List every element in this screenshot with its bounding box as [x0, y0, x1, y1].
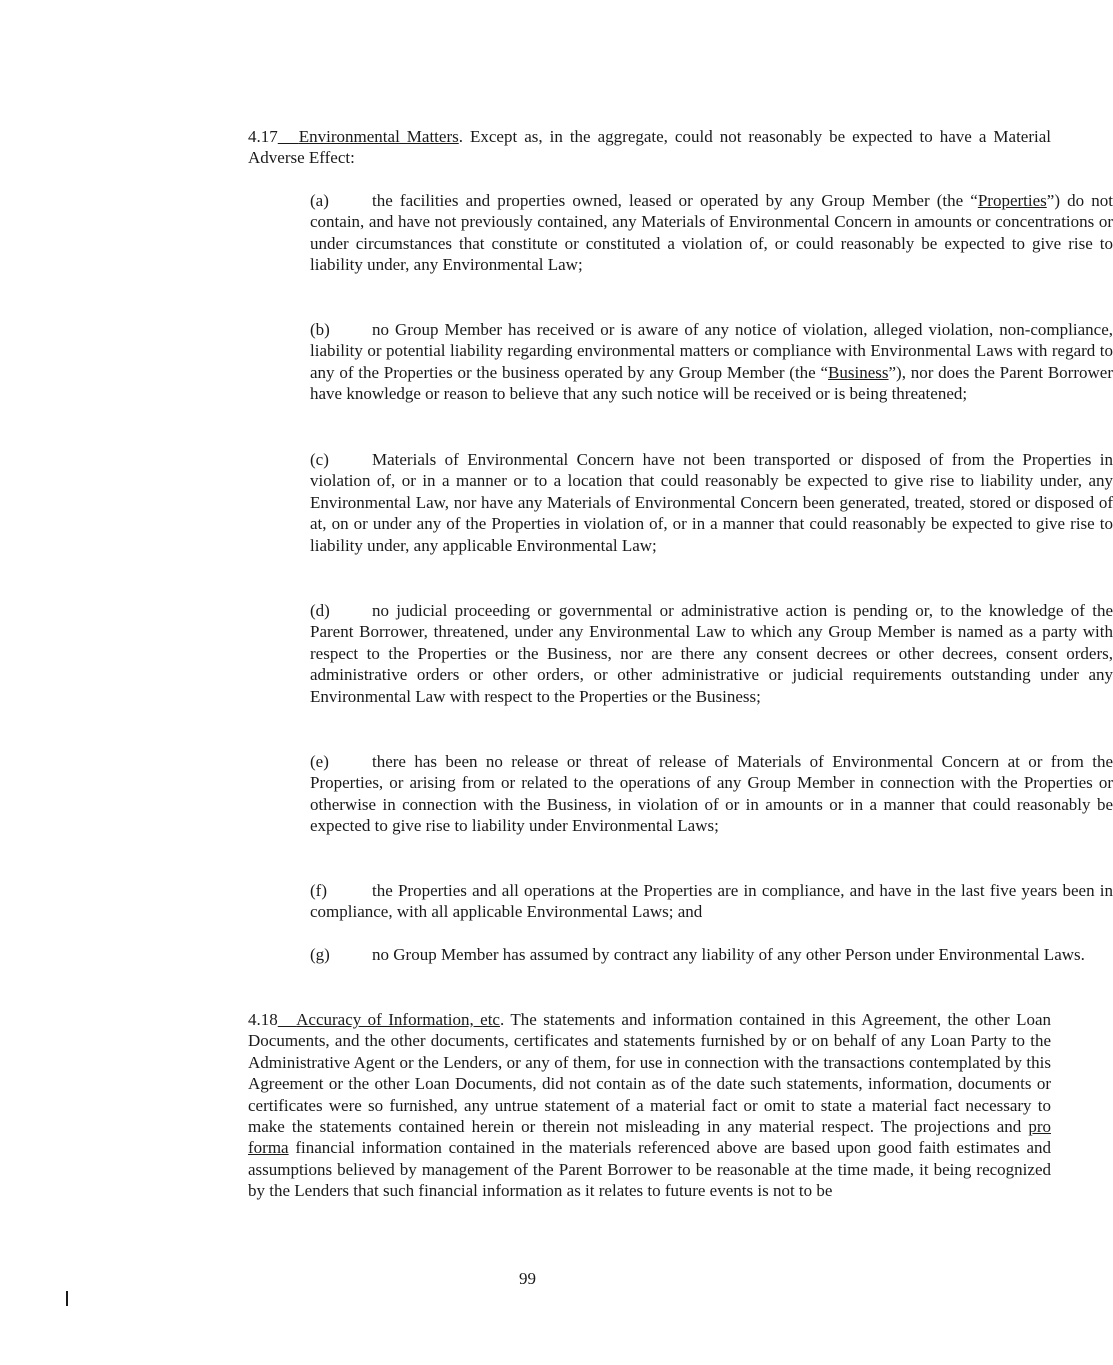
clause-d: (d) no judicial proceeding or governmental or administrative action is pending or, to the knowledge of the Parent Borrower, threatened, under any Environmental Law to which any Group Member is named as a party with respect to the Properties or the Business, nor are there any consent decrees or other decrees, consent orders, administrative orders or other orders, or other administrative or judicial requirements outstanding under any Environmental Law with respect to the Properties or the Business;: [310, 601, 1113, 706]
clause-marker: (g): [310, 945, 330, 964]
clause-marker: (f): [310, 881, 327, 900]
section-4-18: 4.18 Accuracy of Information, etc. The statements and information contained in this Agreement, the other Loan Documents, and the other documents, certificates and statements furnished by or on behalf of any Loan Party to the Administrative Agent or the Lenders, or any of them, for use in connection with the transactions contemplated by this Agreement or the other Loan Documents, did not contain as of the date such statements, information, documents or certificates were so furnished, any untrue statement of a material fact or omit to state a material fact necessary to make the statements contained herein or therein not misleading in any material respect. The projections and pro forma financial information contained in the materials referenced above are based upon good faith estimates and assumptions believed by management of the Parent Borrower to be reasonable at the time made, it being recognized by the Lenders that such financial information as it relates to future events is not to be: [248, 1010, 1051, 1201]
clause-b: (b) no Group Member has received or is aware of any notice of violation, alleged violation, non-compliance, liability or potential liability regarding environmental matters or compliance with Environmental Laws with regard to any of the Properties or the business operated by any Group Member (the “Business”), nor does the Parent Borrower have knowledge or reason to believe that any such notice will be received or is being threatened;: [310, 320, 1113, 404]
page-number: 99: [519, 1269, 536, 1288]
defined-term-properties: Properties: [977, 191, 1047, 210]
clause-marker: (a): [310, 191, 329, 210]
term-forma: forma: [248, 1138, 289, 1158]
term-pro: pro: [1028, 1117, 1051, 1137]
clause-e: (e) there has been no release or threat of release of Materials of Environmental Concern at or from the Properties, or arising from or related to the operations of any Group Member in connection with the Properties or otherwise in connection with the Business, in violation of or in amounts or in a manner that could reasonably be expected to give rise to liability under Environmental Laws;: [310, 752, 1113, 836]
section-4-17: [124, 126, 1051, 169]
revision-change-bar: [66, 1291, 68, 1306]
defined-term-business: Business: [828, 362, 889, 382]
section-4-18-heading: Accuracy of Information, etc: [296, 1010, 500, 1029]
clause-g: (g) no Group Member has assumed by contract any liability of any other Person under Environmental Laws.: [310, 945, 1085, 964]
clause-marker: (b): [310, 320, 330, 339]
clause-marker: (e): [310, 752, 329, 771]
clause-marker: (c): [310, 450, 329, 469]
section-4-17-intro: . Except as, in the aggregate, could not reasonably be expected to have a Material Adverse Effect:: [248, 127, 1051, 168]
clause-c: (c) Materials of Environmental Concern have not been transported or disposed of from the Properties in violation of, or in a manner or to a location that could reasonably be expected to give rise to liability under, any Environmental Law, nor have any Materials of Environmental Concern been generated, treated, stored or disposed of at, on or under any of the Properties in violation of, or in a manner that could reasonably be expected to give rise to liability under, any applicable Environmental Law;: [310, 450, 1113, 555]
section-4-17-heading: Environmental Matters: [298, 127, 459, 146]
clause-a: (a) the facilities and properties owned, leased or operated by any Group Member (the “Properties”) do not contain, and have not previously contained, any Materials of Environmental Concern in amounts or concentrations or under circumstances that constitute or constituted a violation of, or could reasonably be expected to give rise to liability under, any Environmental Law;: [310, 191, 1113, 275]
clause-f: (f) the Properties and all operations at the Properties are in compliance, and have in the last five years been in compliance, with all applicable Environmental Laws; and: [310, 881, 1113, 922]
clause-marker: (d): [310, 601, 330, 620]
section-4-18-number: 4.18: [248, 1010, 278, 1029]
section-4-17-number: 4.17: [248, 127, 278, 146]
